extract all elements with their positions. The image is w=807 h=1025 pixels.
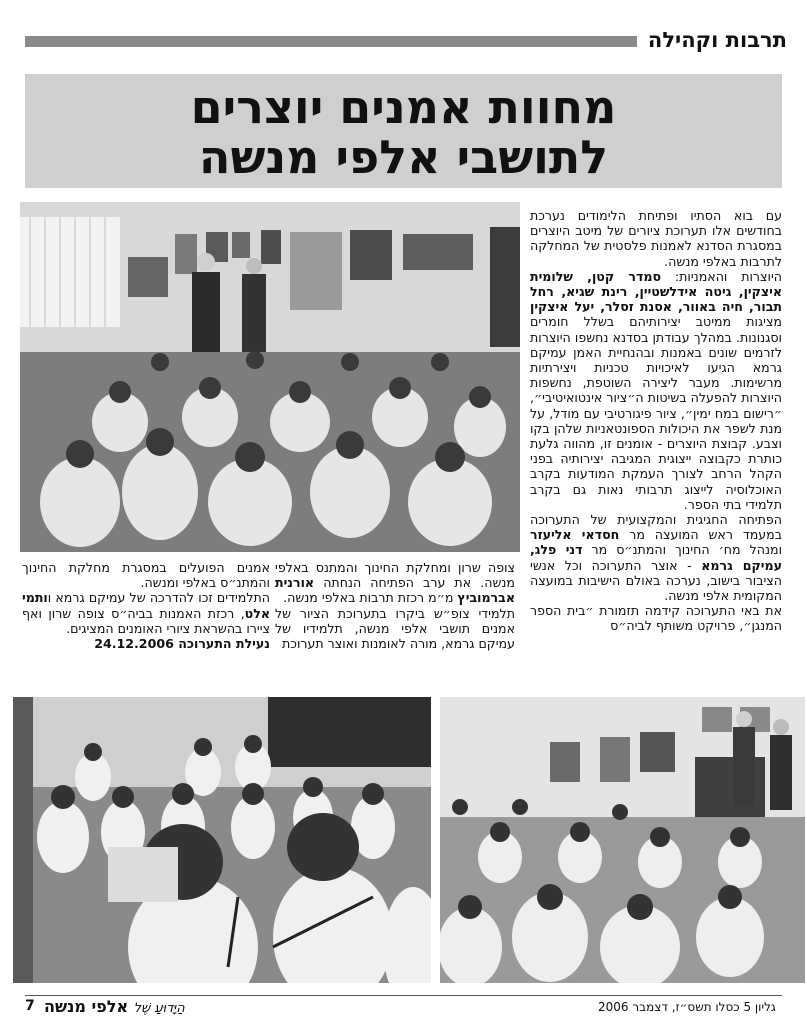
footer-rule [25,995,782,996]
text-run: ומנהל מח׳ החינוך והמתנ״ס מר [582,542,783,558]
text-run: התלמידים זכו להדרכה של עמיקם גרמא ו [47,590,270,606]
headline-line-2: לתושבי אלפי מנשה [198,130,609,184]
text-run: צופה שרון ומחלקת החינוך והמתנס באלפי מנשה. את ערב הפתיחה הנחתה [275,560,515,591]
text-run: מציגות ממיטב יצירותיהם בשלל חומרים וסגנונות. במהלך עבודתן בסדנא נחשפו היוצרות לזרמים שונים באמנות ובהנחיית האמן עמיקם גרמא הגיעו לאיכויות טכניות ויצירתיות מרשימות. מעבר ליצירה השוטפת, נחשפות היוצרות להפעלה בשיטות ה״ציור אינטואיטיבי״, ״רישום במח ימין״, ציור פיגורטיבי עם מודל, על מנת לשפר את היכולות הספונטאניות שלהן בקו וצבע. קבוצת היוצרים - אומנים זו, מהווה גלעת כותרת כקבוצה ייצוגית המגיבה יצירותיה בפני הקהל הרחב לצורך העמקת המודעות בקרב האוכלוסיה לייצוג תרבותי נאות גם בקרב תלמידי בתי הספר. [530,314,782,512]
headline-box [25,74,782,188]
article-paragraph [22,590,270,636]
page-number: 7 [25,998,35,1014]
article-paragraph [275,560,515,606]
article-paragraph [530,512,782,603]
headline-line-1: מחוות אמנים יוצרים [190,80,617,134]
text-run: הפתיחה החגיגית והמקצועית של התערוכה במעמד ראש המועצה מר [530,512,782,543]
logo-main-text: אלפי מנשה [44,997,129,1016]
text-run: מ״מ רכזת תרבות באלפי מנשה. [283,590,458,606]
closing-date-text: נעילת התערוכה 24.12.2006 [94,636,270,652]
artists-names: סמדר קטן, שלומית איצקין, גיטה אידלשטיין, רינת שגיא, רחל תבור, חיה באוור, אסנת זסלר, יעל איצקין [530,268,782,315]
text-run: - אוצר התערוכה וכל אנשי הציבור בישוב, נערכה באולם הישיבות במועצה המקומית אלפי מנשה. [530,557,782,604]
host-name: אורנית אברמוביץ [275,575,515,606]
logo-script-text: הַיָּדוּעַ שֶׁל [133,1001,185,1016]
teacher-name: ותמי אלט [22,590,270,621]
article-paragraph: עם בוא הסתיו ופתיחת הלימודים נערכת בחודשים אלו תערוכת ציורים של מיטב היוצרים במסגרת הסדנא לאמנות פלסטית של המחלקה לתרבות באלפי מנשה. [530,208,782,269]
section-label: תרבות וקהילה [647,28,787,52]
section-band [25,36,637,47]
article-column-right [530,208,782,634]
article-column-left [22,560,270,651]
photo-students-exhibition [440,697,805,983]
photo-children-gallery [20,202,520,552]
text-run: היוצרות והאמניות: [661,268,782,284]
text-run: , רכזת האמנות בביה״ס צופה שרון ואף ציירו בהשראת ציורי האומנים המציגים. [22,605,270,636]
publication-logo [44,997,185,1016]
photo-date-stamp: 18 12 2006 [343,955,406,968]
officials-names: דני פלג, עמיקם גרמא [530,542,782,573]
issue-info: גליון 5 כסלו תשס״ז, דצמבר 2006 [598,1000,776,1014]
article-paragraph: אמנים הפועלים במסגרת מחלקת החינוך והמתנ״ס באלפי ומנשה. [22,560,270,591]
closing-date [22,636,270,651]
article-paragraph: את באי התערוכה קידמה תזמורת ״בית הספר המנגן״, פרויקט משותף לביה״ס [530,603,782,634]
mayor-name: חסדאי אליעזר [530,527,620,543]
photo-school-orchestra [13,697,431,983]
article-paragraph [530,269,782,512]
article-column-middle [275,560,515,651]
article-paragraph: תלמידי צופ״ש ביקרו בתערוכת הציור של אמנים תושבי אלפי מנשה, תלמידיו של עמיקם גרמא, מורה לאומנות ואוצר תערוכת [275,605,515,652]
